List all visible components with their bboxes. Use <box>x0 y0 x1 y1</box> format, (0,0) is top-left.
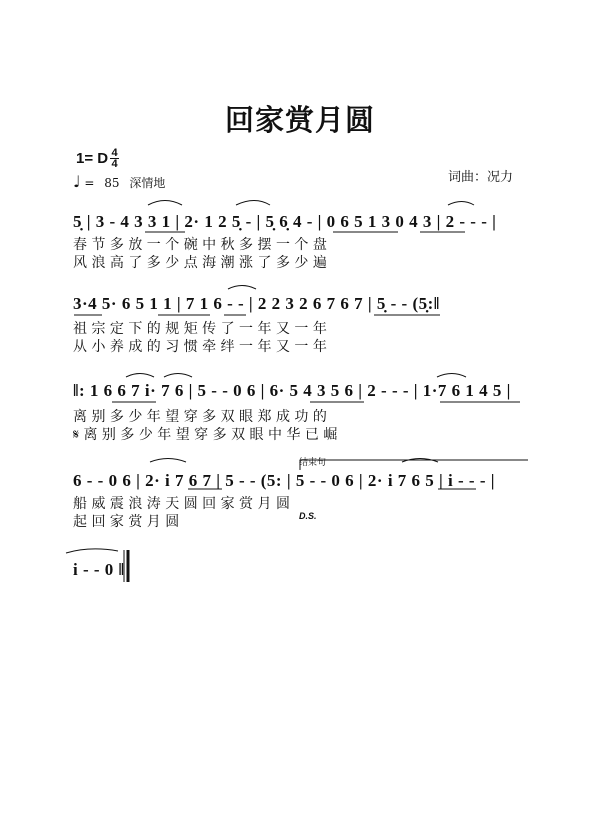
notation-line: 3·4 5· 6 5 1 1 | 7 1 6 - - | 2 2 3 2 6 7 6 7 | 5̣ - - (5̣:‖ <box>73 294 440 313</box>
notation-line: 5̣ | 3 - 4 3 3 1 | 2· 1 2 5̣ - | 5̣ 6̣ 4 - | 0 6 5 1 3 0 4 3 | 2 - - - | <box>73 212 497 231</box>
tempo-equals: = <box>84 176 95 190</box>
ending-label: 结束句 <box>299 457 327 467</box>
slur-mark <box>148 201 182 206</box>
time-signature-bottom: 4 <box>111 158 118 170</box>
quarter-note-icon: ♩ <box>73 172 81 191</box>
key-signature: 1= D <box>76 150 109 167</box>
slur-mark <box>150 459 186 463</box>
tempo-bpm: 85 <box>104 176 120 190</box>
lyric-line: 祖 宗 定 下 的 规 矩 传 了 一 年 又 一 年 <box>73 321 327 337</box>
time-signature-top: 4 <box>111 147 118 159</box>
credits: 词曲：况力 <box>448 170 514 185</box>
lyric-line: 风 浪 高 了 多 少 点 海 潮 涨 了 多 少 遍 <box>73 255 327 271</box>
slur-mark <box>164 374 192 378</box>
lyric-line: 𝄋 离 别 多 少 年 望 穿 多 双 眼 中 华 已 崛 <box>73 427 338 443</box>
ds-marking: D.S. <box>299 511 317 521</box>
lyric-line: 从 小 养 成 的 习 惯 牵 绊 一 年 又 一 年 <box>73 339 327 355</box>
notation-line: ‖: 1 6 6 7 i· 7 6 | 5 - - 0 6 | 6· 5 4 3 5 6 | 2 - - - | 1·7 6 1 4 5 | <box>73 381 511 400</box>
tempo-expression: 深情地 <box>129 176 166 190</box>
slur-mark <box>236 201 270 206</box>
slur-mark <box>228 286 256 290</box>
notation-line: i - - 0 ‖ <box>73 560 125 579</box>
tie-mark <box>66 549 118 553</box>
song-title: 回家赏月圆 <box>224 103 375 137</box>
slur-mark <box>437 374 466 378</box>
notation-line: 6 - - 0 6 | 2· i 7 6 7 | 5 - - (5: | 5 - - 0 6 | 2· i 7 6 5 | i - - - | <box>73 471 495 490</box>
slur-mark <box>448 202 474 206</box>
lyric-line: 起 回 家 赏 月 圆 <box>73 514 180 530</box>
lyric-line: 春 节 多 放 一 个 碗 中 秋 多 摆 一 个 盘 <box>73 237 327 253</box>
lyric-line: 离 别 多 少 年 望 穿 多 双 眼 郑 成 功 的 <box>73 409 327 425</box>
lyric-line: 船 威 震 浪 涛 天 圆 回 家 赏 月 圆 <box>73 496 290 512</box>
slur-mark <box>126 374 154 378</box>
